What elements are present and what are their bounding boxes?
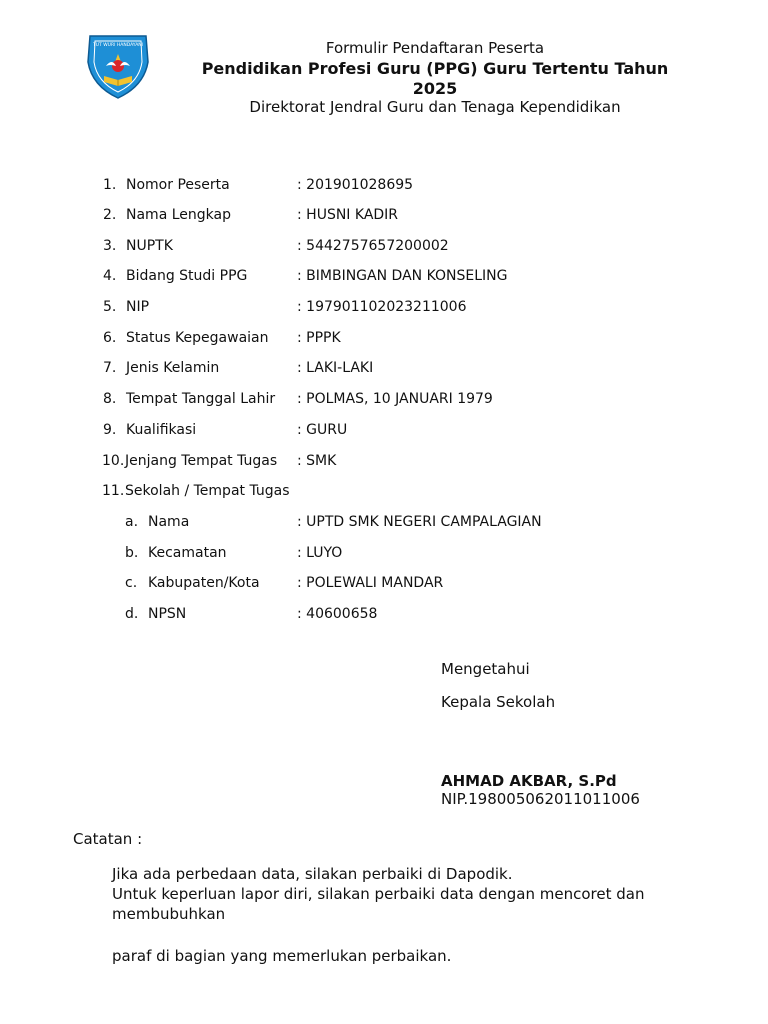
field-row-tempat-tanggal-lahir [0, 389, 768, 409]
field-number: 11. [102, 483, 125, 499]
subfield-value: : POLEWALI MANDAR [297, 575, 444, 591]
field-value: : SMK [297, 453, 337, 469]
subfield-label: Nama [148, 514, 190, 530]
field-label: Jenis Kelamin [126, 360, 220, 376]
subfield-label: NPSN [148, 606, 187, 622]
note-line: paraf di bagian yang memerlukan perbaikan. [112, 947, 452, 965]
subfield-value: : LUYO [297, 545, 343, 561]
directorate-name: Direktorat Jendral Guru dan Tenaga Kependidikan [249, 98, 621, 116]
subfield-row-kecamatan [0, 543, 768, 563]
field-label: Kualifikasi [126, 422, 197, 438]
field-value: : BIMBINGAN DAN KONSELING [297, 268, 508, 284]
field-number: 4. [103, 268, 117, 284]
field-number: 3. [103, 238, 117, 254]
field-value: : 5442757657200002 [297, 238, 449, 254]
field-number: 1. [103, 177, 117, 193]
subfield-letter: a. [125, 514, 139, 530]
field-row-kualifikasi [0, 420, 768, 440]
field-label: Tempat Tanggal Lahir [126, 391, 276, 407]
field-number: 8. [103, 391, 117, 407]
field-number: 7. [103, 360, 117, 376]
field-label: Bidang Studi PPG [126, 268, 248, 284]
field-label: Status Kepegawaian [126, 330, 269, 346]
field-value: : GURU [297, 422, 348, 438]
field-row-jenis-kelamin [0, 358, 768, 378]
field-label: Nomor Peserta [126, 177, 230, 193]
form-subtitle: Formulir Pendaftaran Peserta [325, 39, 545, 57]
field-number: 10. [102, 453, 125, 469]
subfield-letter: d. [125, 606, 139, 622]
subfield-row-kabupaten [0, 573, 768, 593]
signature-acknowledge: Mengetahui [441, 660, 530, 678]
signature-nip: NIP.198005062011011006 [441, 790, 640, 808]
field-row-nuptk [0, 236, 768, 256]
subfield-letter: b. [125, 545, 139, 561]
field-row-jenjang-tempat-tugas [0, 451, 768, 471]
field-number: 9. [103, 422, 117, 438]
field-value: : HUSNI KADIR [297, 207, 399, 223]
subfield-value: : 40600658 [297, 606, 378, 622]
signature-role: Kepala Sekolah [441, 693, 556, 711]
field-label: NUPTK [126, 238, 173, 254]
field-label: Jenjang Tempat Tugas [125, 453, 278, 469]
note-line: membubuhkan [112, 905, 226, 923]
field-value: : 197901102023211006 [297, 299, 467, 315]
subfield-value: : UPTD SMK NEGERI CAMPALAGIAN [297, 514, 542, 530]
field-row-nama-lengkap [0, 205, 768, 225]
logo-text: TUT WURI HANDAYANI [93, 43, 143, 48]
field-label: Sekolah / Tempat Tugas [125, 483, 290, 499]
note-line: Jika ada perbedaan data, silakan perbaiki di Dapodik. [112, 865, 513, 883]
field-label: NIP [126, 299, 150, 315]
tut-wuri-handayani-emblem-icon [82, 32, 154, 100]
subfield-label: Kecamatan [148, 545, 227, 561]
field-row-status-kepegawaian [0, 328, 768, 348]
form-title-year: 2025 [412, 79, 458, 98]
field-row-bidang-studi [0, 266, 768, 286]
subfield-row-npsn [0, 604, 768, 624]
notes-title: Catatan : [73, 830, 143, 848]
subfield-label: Kabupaten/Kota [148, 575, 260, 591]
field-row-nomor-peserta [0, 175, 768, 195]
field-row-sekolah [0, 481, 768, 501]
signature-name: AHMAD AKBAR, S.Pd [441, 772, 617, 790]
field-number: 5. [103, 299, 117, 315]
note-line: Untuk keperluan lapor diri, silakan perbaiki data dengan mencoret dan [112, 885, 645, 903]
subfield-row-nama [0, 512, 768, 532]
field-value: : 201901028695 [297, 177, 414, 193]
field-value: : POLMAS, 10 JANUARI 1979 [297, 391, 493, 407]
form-title: Pendidikan Profesi Guru (PPG) Guru Tertentu Tahun [201, 59, 669, 78]
field-value: : LAKI-LAKI [297, 360, 374, 376]
field-label: Nama Lengkap [126, 207, 231, 223]
field-number: 2. [103, 207, 117, 223]
field-value: : PPPK [297, 330, 341, 346]
subfield-letter: c. [125, 575, 138, 591]
field-number: 6. [103, 330, 117, 346]
field-row-nip [0, 297, 768, 317]
